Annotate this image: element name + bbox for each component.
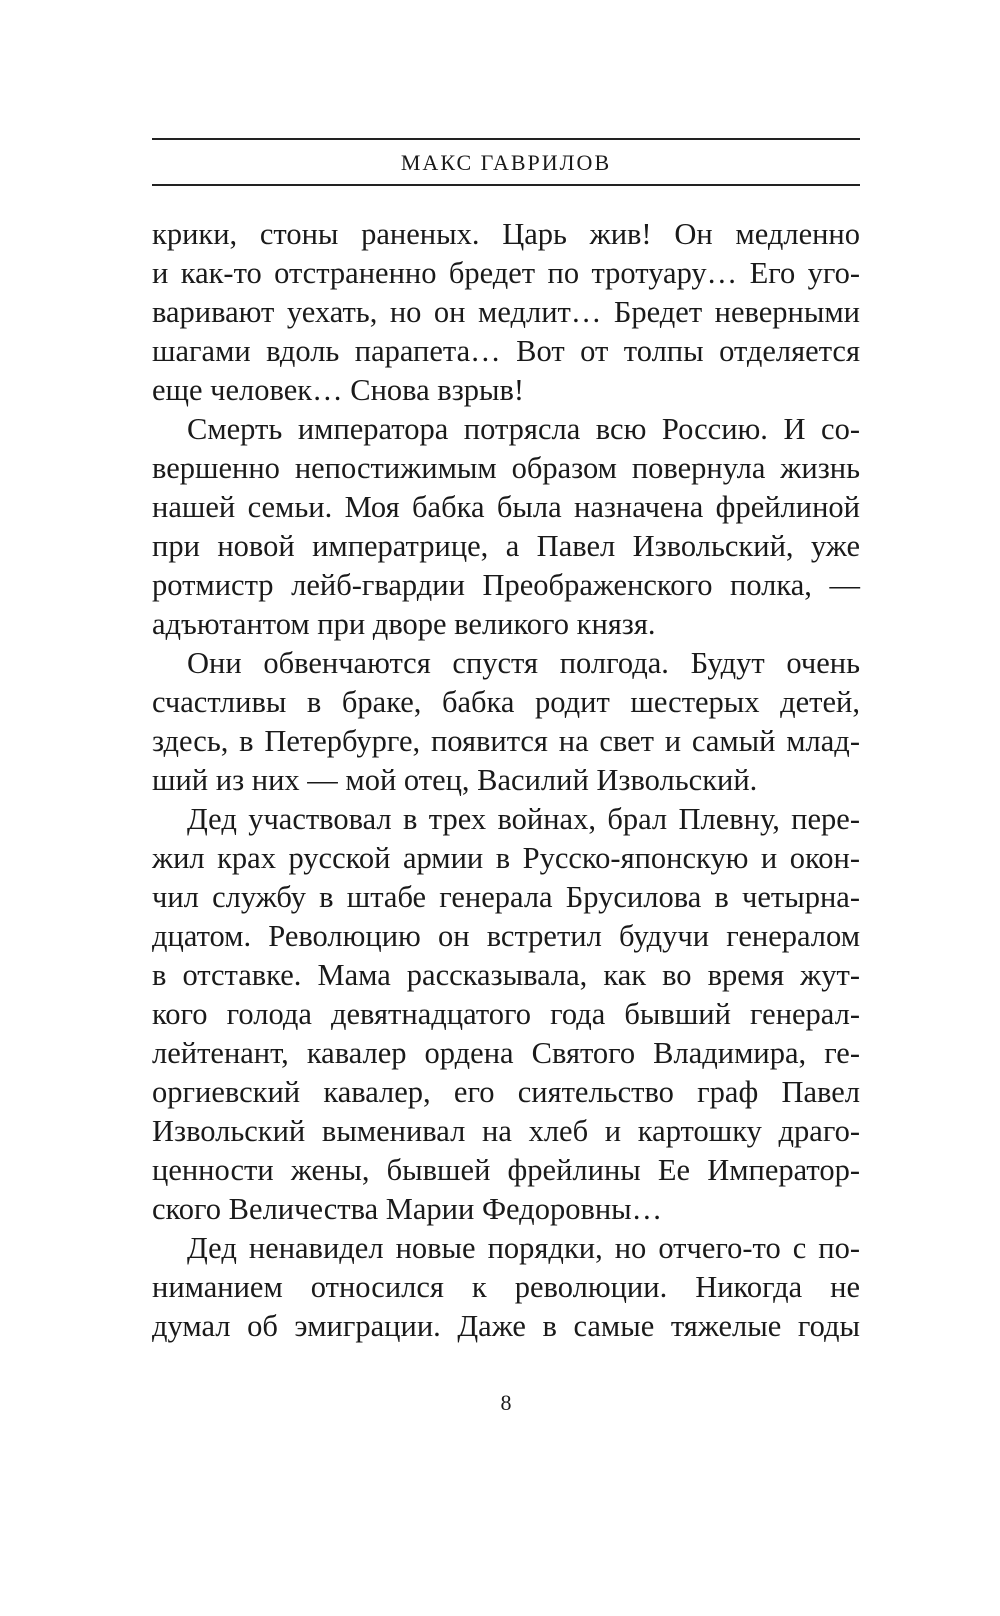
text-line: ниманием относился к революции. Никогда не (152, 1270, 860, 1304)
text-line: здесь, в Петербурге, появится на свет и самый млад- (152, 724, 860, 758)
text-line: нашей семьи. Моя бабка была назначена фрейлиной (152, 490, 860, 524)
text-line: и как-то отстраненно бредет по тротуару… Его уго- (152, 256, 860, 290)
text-line: вершенно непостижимым образом повернула жизнь (152, 451, 860, 485)
text-line: жил крах русской армии в Русско-японскую и окон- (152, 841, 860, 875)
paragraph (152, 1229, 860, 1346)
text-line: Смерть императора потрясла всю Россию. И со- (187, 412, 860, 446)
text-line: ший из них — мой отец, Василий Извольский. (152, 763, 758, 797)
text-line: Дед участвовал в трех войнах, брал Плевну, пере- (187, 802, 860, 836)
header-rule-top (152, 138, 860, 140)
body-text (152, 215, 860, 1346)
text-line: ротмистр лейб-гвардии Преображенского полка, — (152, 568, 860, 602)
text-line: думал об эмиграции. Даже в самые тяжелые годы (152, 1309, 860, 1343)
text-line: в отставке. Мама рассказывала, как во время жут- (152, 958, 860, 992)
text-line: ценности жены, бывшей фрейлины Ее Император- (152, 1153, 860, 1187)
text-line: адъютантом при дворе великого князя. (152, 607, 656, 641)
text-line: ского Величества Марии Федоровны… (152, 1192, 663, 1226)
text-line: варивают уехать, но он медлит… Бредет неверными (152, 295, 860, 329)
paragraph (152, 215, 860, 410)
text-line: кого голода девятнадцатого года бывший генерал- (152, 997, 860, 1031)
page-number: 8 (500, 1390, 512, 1415)
text-line: Дед ненавидел новые порядки, но отчего-то с по- (187, 1231, 860, 1265)
text-line: чил службу в штабе генерала Брусилова в четырна- (152, 880, 860, 914)
text-line: шагами вдоль парапета… Вот от толпы отделяется (152, 334, 860, 368)
paragraph (152, 410, 860, 644)
text-line: при новой императрице, а Павел Извольский, уже (152, 529, 860, 563)
running-head: МАКС ГАВРИЛОВ (400, 150, 612, 175)
paragraph (152, 800, 860, 1229)
header-rule-bottom (152, 184, 860, 186)
text-line: лейтенант, кавалер ордена Святого Владимира, ге- (152, 1036, 860, 1070)
paragraph (152, 644, 860, 800)
text-line: Извольский выменивал на хлеб и картошку драго- (152, 1114, 860, 1148)
text-line: крики, стоны раненых. Царь жив! Он медленно (152, 217, 860, 251)
text-line: счастливы в браке, бабка родит шестерых детей, (152, 685, 860, 719)
text-line: дцатом. Революцию он встретил будучи генералом (152, 919, 860, 953)
text-line: оргиевский кавалер, его сиятельство граф Павел (152, 1075, 860, 1109)
text-line: Они обвенчаются спустя полгода. Будут очень (187, 646, 860, 680)
text-line: еще человек… Снова взрыв! (152, 373, 525, 407)
